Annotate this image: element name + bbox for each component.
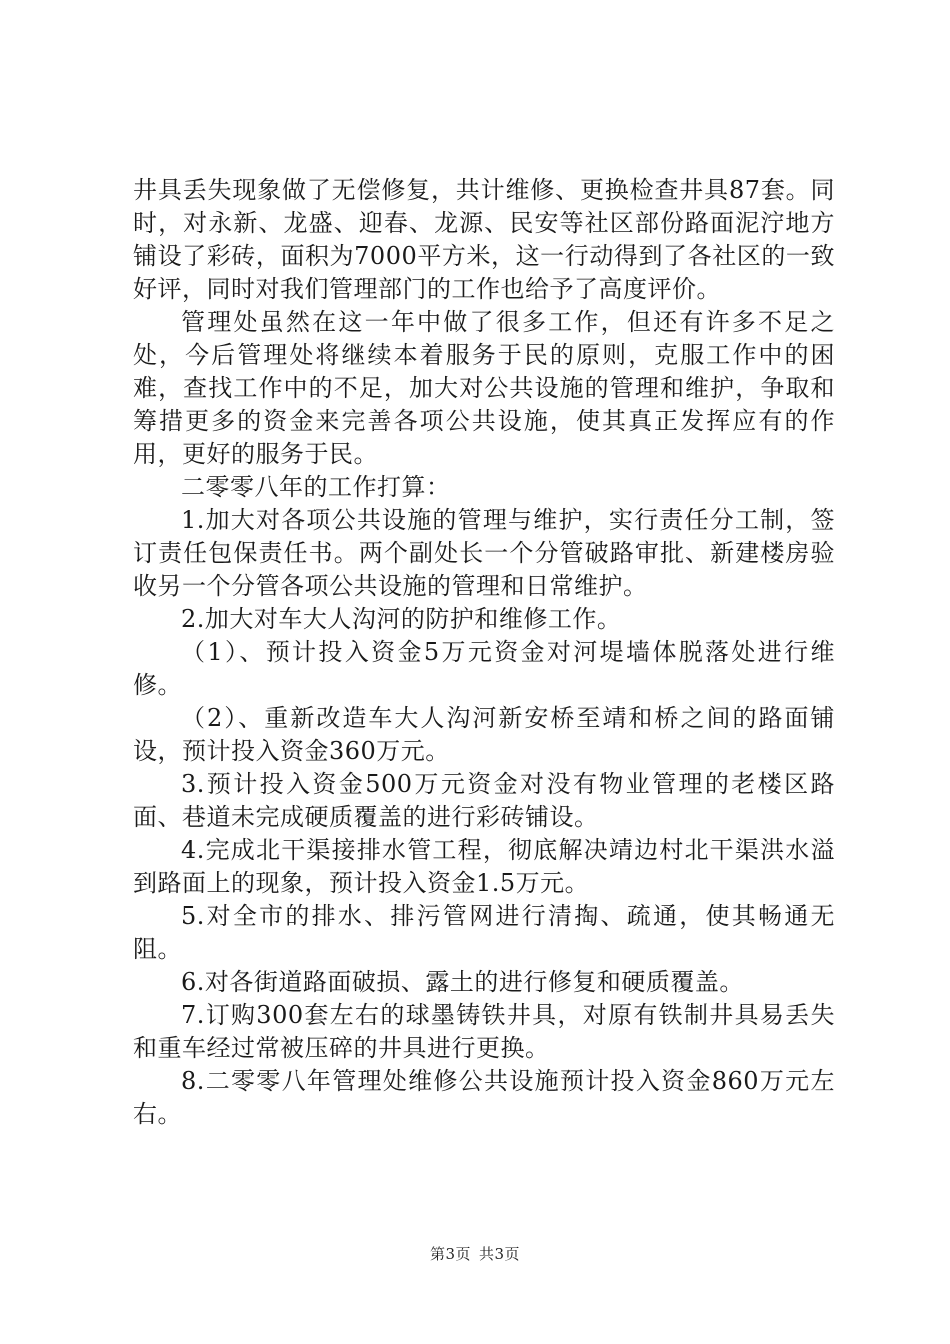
document-body bbox=[133, 174, 835, 1131]
plan-item-2: 2.加大对车大人沟河的防护和维修工作。 bbox=[181, 605, 622, 633]
plan-item-6: 6.对各街道路面破损、露土的进行修复和硬质覆盖。 bbox=[181, 968, 744, 996]
plan-item-7: 7.订购300套左右的球墨铸铁井具，对原有铁制井具易丢失和重车经过常被压碎的井具进行更换。 bbox=[133, 1001, 835, 1062]
page-total: 共3页 bbox=[479, 1245, 521, 1263]
plan-item-3: 3.预计投入资金500万元资金对没有物业管理的老楼区路面、巷道未完成硬质覆盖的进行彩砖铺设。 bbox=[133, 770, 835, 831]
plan-heading: 二零零八年的工作打算： bbox=[181, 473, 451, 501]
plan-item-1: 1.加大对各项公共设施的管理与维护，实行责任分工制，签订责任包保责任书。两个副处长一个分管破路审批、新建楼房验收另一个分管各项公共设施的管理和日常维护。 bbox=[133, 506, 835, 600]
paragraph-2: 管理处虽然在这一年中做了很多工作，但还有许多不足之处，今后管理处将继续本着服务于民的原则，克服工作中的困难，查找工作中的不足，加大对公共设施的管理和维护，争取和筹措更多的资金来完善各项公共设施，使其真正发挥应有的作用，更好的服务于民。 bbox=[133, 308, 835, 468]
plan-item-8: 8.二零零八年管理处维修公共设施预计投入资金860万元左右。 bbox=[133, 1067, 835, 1128]
plan-item-2-sub-2: （2）、重新改造车大人沟河新安桥至靖和桥之间的路面铺设，预计投入资金360万元。 bbox=[133, 704, 835, 765]
plan-item-4: 4.完成北干渠接排水管工程，彻底解决靖边村北干渠洪水溢到路面上的现象，预计投入资金1.5万元。 bbox=[133, 836, 835, 897]
page-footer bbox=[0, 1243, 950, 1264]
page-number: 第3页 bbox=[429, 1245, 471, 1263]
plan-item-5: 5.对全市的排水、排污管网进行清掏、疏通，使其畅通无阻。 bbox=[133, 902, 835, 963]
plan-item-2-sub-1: （1）、预计投入资金5万元资金对河堤墙体脱落处进行维修。 bbox=[133, 638, 835, 699]
paragraph-1: 井具丢失现象做了无偿修复，共计维修、更换检查井具87套。同时，对永新、龙盛、迎春、龙源、民安等社区部份路面泥泞地方铺设了彩砖，面积为7000平方米，这一行动得到了各社区的一致好评，同时对我们管理部门的工作也给予了高度评价。 bbox=[133, 176, 835, 303]
